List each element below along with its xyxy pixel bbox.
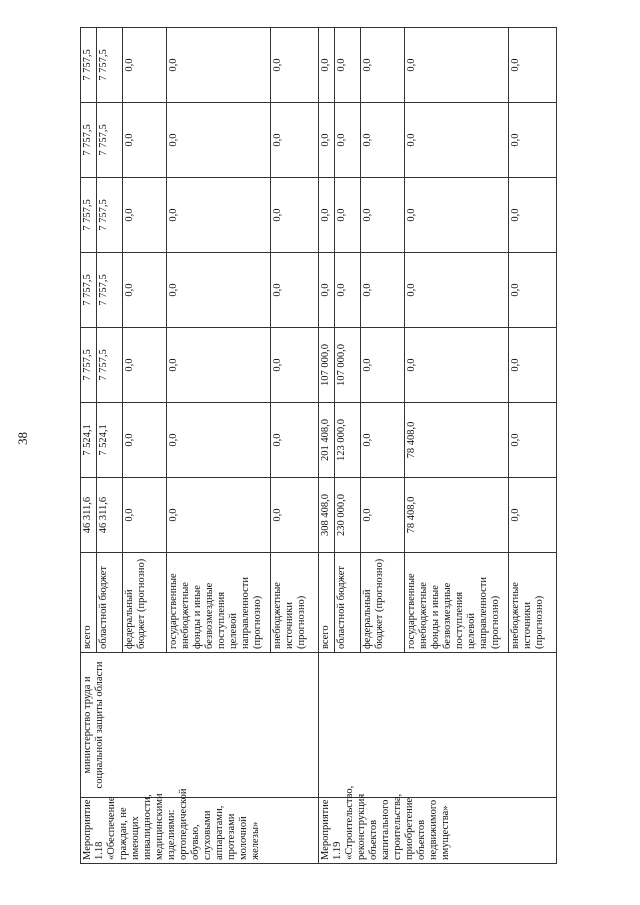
value-cell: 0,0 [335,103,361,178]
value-cell: 0,0 [167,403,271,478]
value-cell: 0,0 [319,103,335,178]
value-cell: 7 757,5 [81,253,97,328]
value-cell: 7 757,5 [97,28,123,103]
value-cell: 0,0 [509,178,557,253]
value-cell: 0,0 [271,478,319,553]
value-cell: 0,0 [509,253,557,328]
value-cell: 7 757,5 [81,328,97,403]
value-cell: 0,0 [123,478,167,553]
page-number: 38 [15,432,30,445]
source-cell: всего [81,553,97,653]
source-cell: внебюджетные источники (прогнозно) [271,553,319,653]
value-cell: 0,0 [509,103,557,178]
value-cell: 7 757,5 [97,103,123,178]
value-cell: 0,0 [361,403,405,478]
measure-cell: Мероприятие 1.18 «Обеспечение граждан, не имеющих инвалидности, медицинскими изделиями: ортопедической обувью, слуховыми аппаратами, протезами молочной железы» [81,798,319,864]
table-row [319,28,335,864]
value-cell: 0,0 [167,328,271,403]
value-cell: 0,0 [509,478,557,553]
source-cell: всего [319,553,335,653]
value-cell: 7 757,5 [81,178,97,253]
value-cell: 201 408,0 [319,403,335,478]
table-body [81,28,557,864]
value-cell: 46 311,6 [97,478,123,553]
value-cell: 0,0 [123,403,167,478]
source-cell: внебюджетные источники (прогнозно) [509,553,557,653]
value-cell: 0,0 [123,28,167,103]
value-cell: 0,0 [405,178,509,253]
value-cell: 0,0 [123,103,167,178]
value-cell: 0,0 [361,328,405,403]
value-cell: 7 757,5 [97,178,123,253]
value-cell: 230 000,0 [335,478,361,553]
value-cell: 0,0 [361,178,405,253]
source-cell: государственные внебюджетные фонды и иные безвозмездные поступления целевой направленности (прогнозно) [405,553,509,653]
value-cell: 0,0 [319,253,335,328]
value-cell: 0,0 [361,253,405,328]
value-cell: 0,0 [123,328,167,403]
measure-cell: Мероприятие 1.19 «Строительство, реконструкция объектов капитального строительства, приобретение объектов недвижимого имущества» [319,798,557,864]
source-cell: федеральный бюджет (прогнозно) [361,553,405,653]
value-cell: 0,0 [335,28,361,103]
value-cell: 0,0 [319,178,335,253]
source-cell: федеральный бюджет (прогнозно) [123,553,167,653]
value-cell: 0,0 [509,403,557,478]
value-cell: 107 000,0 [319,328,335,403]
responsible-cell [319,653,557,798]
value-cell: 0,0 [167,253,271,328]
value-cell: 0,0 [167,478,271,553]
value-cell: 0,0 [509,328,557,403]
value-cell: 0,0 [405,253,509,328]
value-cell: 123 000,0 [335,403,361,478]
value-cell: 0,0 [167,178,271,253]
source-cell: государственные внебюджетные фонды и иные безвозмездные поступления целевой направленности (прогнозно) [167,553,271,653]
value-cell: 7 757,5 [97,253,123,328]
rotated-table-container [80,28,622,864]
value-cell: 0,0 [319,28,335,103]
value-cell: 7 757,5 [81,103,97,178]
value-cell: 0,0 [271,403,319,478]
source-cell: областной бюджет [335,553,361,653]
value-cell: 0,0 [335,253,361,328]
value-cell: 0,0 [361,478,405,553]
value-cell: 78 408,0 [405,403,509,478]
value-cell: 7 524,1 [97,403,123,478]
value-cell: 78 408,0 [405,478,509,553]
value-cell: 0,0 [123,253,167,328]
value-cell: 0,0 [271,103,319,178]
value-cell: 107 000,0 [335,328,361,403]
value-cell: 0,0 [335,178,361,253]
value-cell: 7 524,1 [81,403,97,478]
value-cell: 46 311,6 [81,478,97,553]
value-cell: 0,0 [405,28,509,103]
value-cell: 7 757,5 [97,328,123,403]
value-cell: 308 408,0 [319,478,335,553]
value-cell: 0,0 [361,28,405,103]
source-cell: областной бюджет [97,553,123,653]
table-row [81,28,97,864]
value-cell: 0,0 [271,178,319,253]
value-cell: 0,0 [405,103,509,178]
value-cell: 0,0 [123,178,167,253]
responsible-cell: министерство труда и социальной защиты области [81,653,319,798]
value-cell: 0,0 [271,28,319,103]
funding-table [80,27,557,864]
value-cell: 0,0 [509,28,557,103]
value-cell: 0,0 [167,103,271,178]
value-cell: 0,0 [405,328,509,403]
value-cell: 0,0 [271,328,319,403]
value-cell: 7 757,5 [81,28,97,103]
value-cell: 0,0 [167,28,271,103]
value-cell: 0,0 [361,103,405,178]
value-cell: 0,0 [271,253,319,328]
